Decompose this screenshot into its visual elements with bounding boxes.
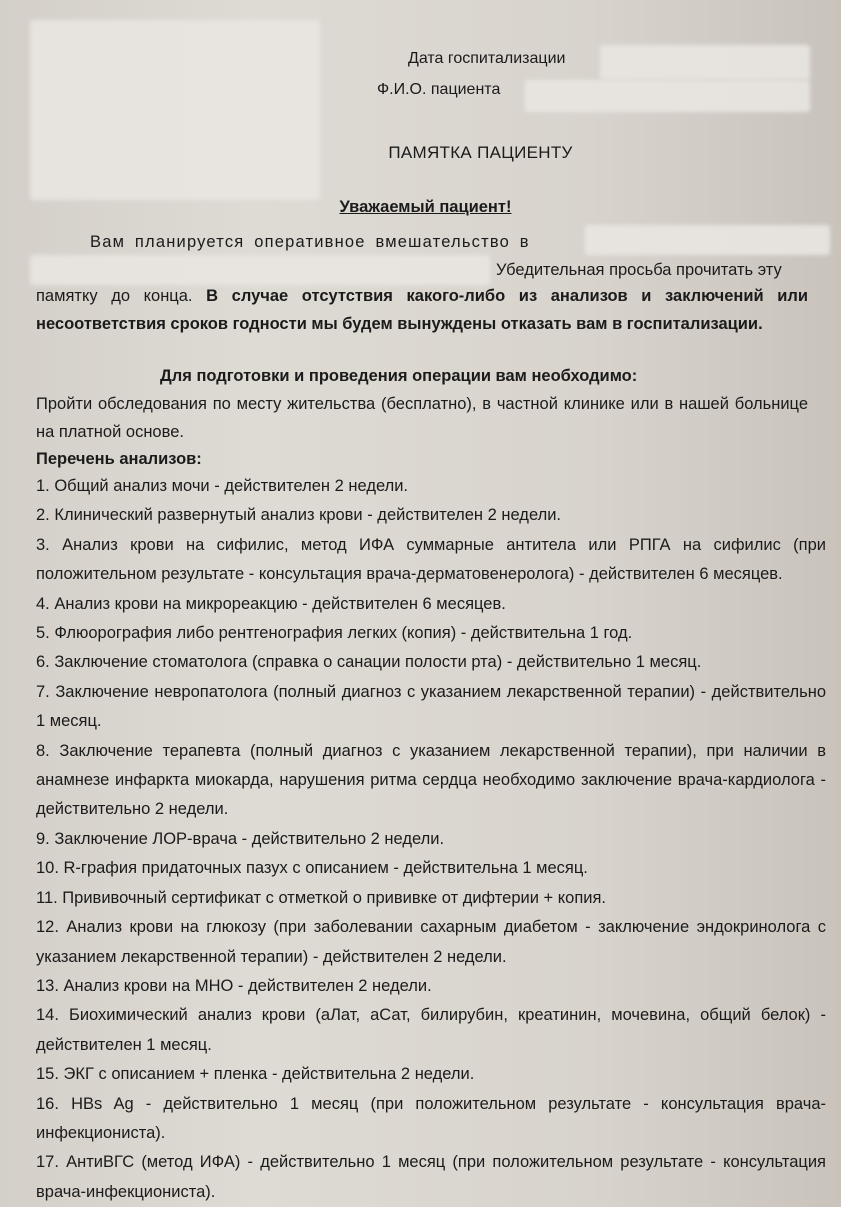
list-item: 10. R-графия придаточных пазух с описанием - действительна 1 месяц. bbox=[36, 859, 588, 878]
list-item: 11. Прививочный сертификат с отметкой о прививке от дифтерии + копия. bbox=[36, 888, 606, 907]
redacted-clinic-name-1 bbox=[585, 225, 830, 255]
intro-warning-plain: памятку до конца. bbox=[36, 287, 207, 305]
prep-text: Пройти обследования по месту жительства (бесплатно), в частной клинике или в нашей больнице на платной основе. bbox=[36, 395, 808, 441]
intro-line-1 bbox=[90, 228, 580, 257]
greeting: Уважаемый пациент! bbox=[339, 198, 512, 216]
list-item: 14. Биохимический анализ крови (аЛат, аСат, билирубин, креатинин, мочевина, общий белок) - действителен 1 месяц. bbox=[36, 1006, 826, 1054]
list-item: 5. Флюорография либо рентгенография легких (копия) - действительна 1 год. bbox=[36, 624, 633, 643]
intro-warning bbox=[36, 282, 808, 338]
redacted-clinic-name-2 bbox=[30, 255, 490, 285]
prep-heading: Для подготовки и проведения операции вам необходимо: bbox=[160, 367, 638, 385]
list-item: 8. Заключение терапевта (полный диагноз с указанием лекарственной терапии), при наличии в анамнезе инфаркта миокарда, нарушения ритма сердца необходимо заключение врача-кардиолога - действительно 2 недели. bbox=[36, 741, 826, 819]
document-title: ПАМЯТКА ПАЦИЕНТУ bbox=[388, 143, 573, 162]
list-item: 1. Общий анализ мочи - действителен 2 недели. bbox=[36, 477, 408, 495]
admission-date-label: Дата госпитализации bbox=[408, 50, 566, 67]
list-heading: Перечень анализов: bbox=[36, 450, 202, 468]
list-item: 17. АнтиВГС (метод ИФА) - действительно 1 месяц (при положительном результате - консультация врача-инфекциониста). bbox=[36, 1153, 826, 1201]
intro-line-1-text: Вам планируется оперативное вмешательство в bbox=[90, 233, 530, 251]
analysis-list bbox=[36, 472, 826, 1207]
list-item: 15. ЭКГ с описанием + пленка - действительна 2 недели. bbox=[36, 1065, 475, 1084]
list-item: 2. Клинический развернутый анализ крови - действителен 2 недели. bbox=[36, 506, 561, 525]
list-item: 9. Заключение ЛОР-врача - действительно 2 недели. bbox=[36, 829, 445, 848]
redacted-patient-name bbox=[525, 80, 810, 112]
patient-name-label: Ф.И.О. пациента bbox=[377, 81, 501, 98]
list-item: 4. Анализ крови на микрореакцию - действителен 6 месяцев. bbox=[36, 594, 506, 613]
list-item: 16. HBs Ag - действительно 1 месяц (при положительном результате - консультация врача-инфекциониста). bbox=[36, 1094, 826, 1142]
intro-line-2-text: Убедительная просьба прочитать эту bbox=[496, 261, 782, 279]
redacted-block-top-right bbox=[600, 45, 810, 80]
list-item: 3. Анализ крови на сифилис, метод ИФА суммарные антитела или РПГА на сифилис (при положительном результате - консультация врача-дерматовенеролога) - действителен 6 месяцев. bbox=[36, 535, 826, 584]
list-item: 13. Анализ крови на МНО - действителен 2 недели. bbox=[36, 976, 432, 995]
list-item: 7. Заключение невропатолога (полный диагноз с указанием лекарственной терапии) - действительно 1 месяц. bbox=[36, 682, 826, 731]
list-item: 6. Заключение стоматолога (справка о санации полости рта) - действительно 1 месяц. bbox=[36, 653, 702, 672]
intro-warning-bold: В случае отсутствия какого-либо из анализов и заключений или несоответствия сроков годности мы будем вынуждены отказать вам в госпитализации. bbox=[36, 287, 808, 333]
intro-line-2 bbox=[496, 256, 816, 285]
redacted-block-top-left bbox=[30, 20, 320, 200]
list-item: 12. Анализ крови на глюкозу (при заболевании сахарным диабетом - заключение эндокринолога с указанием лекарственной терапии) - действителен 2 недели. bbox=[36, 918, 826, 966]
